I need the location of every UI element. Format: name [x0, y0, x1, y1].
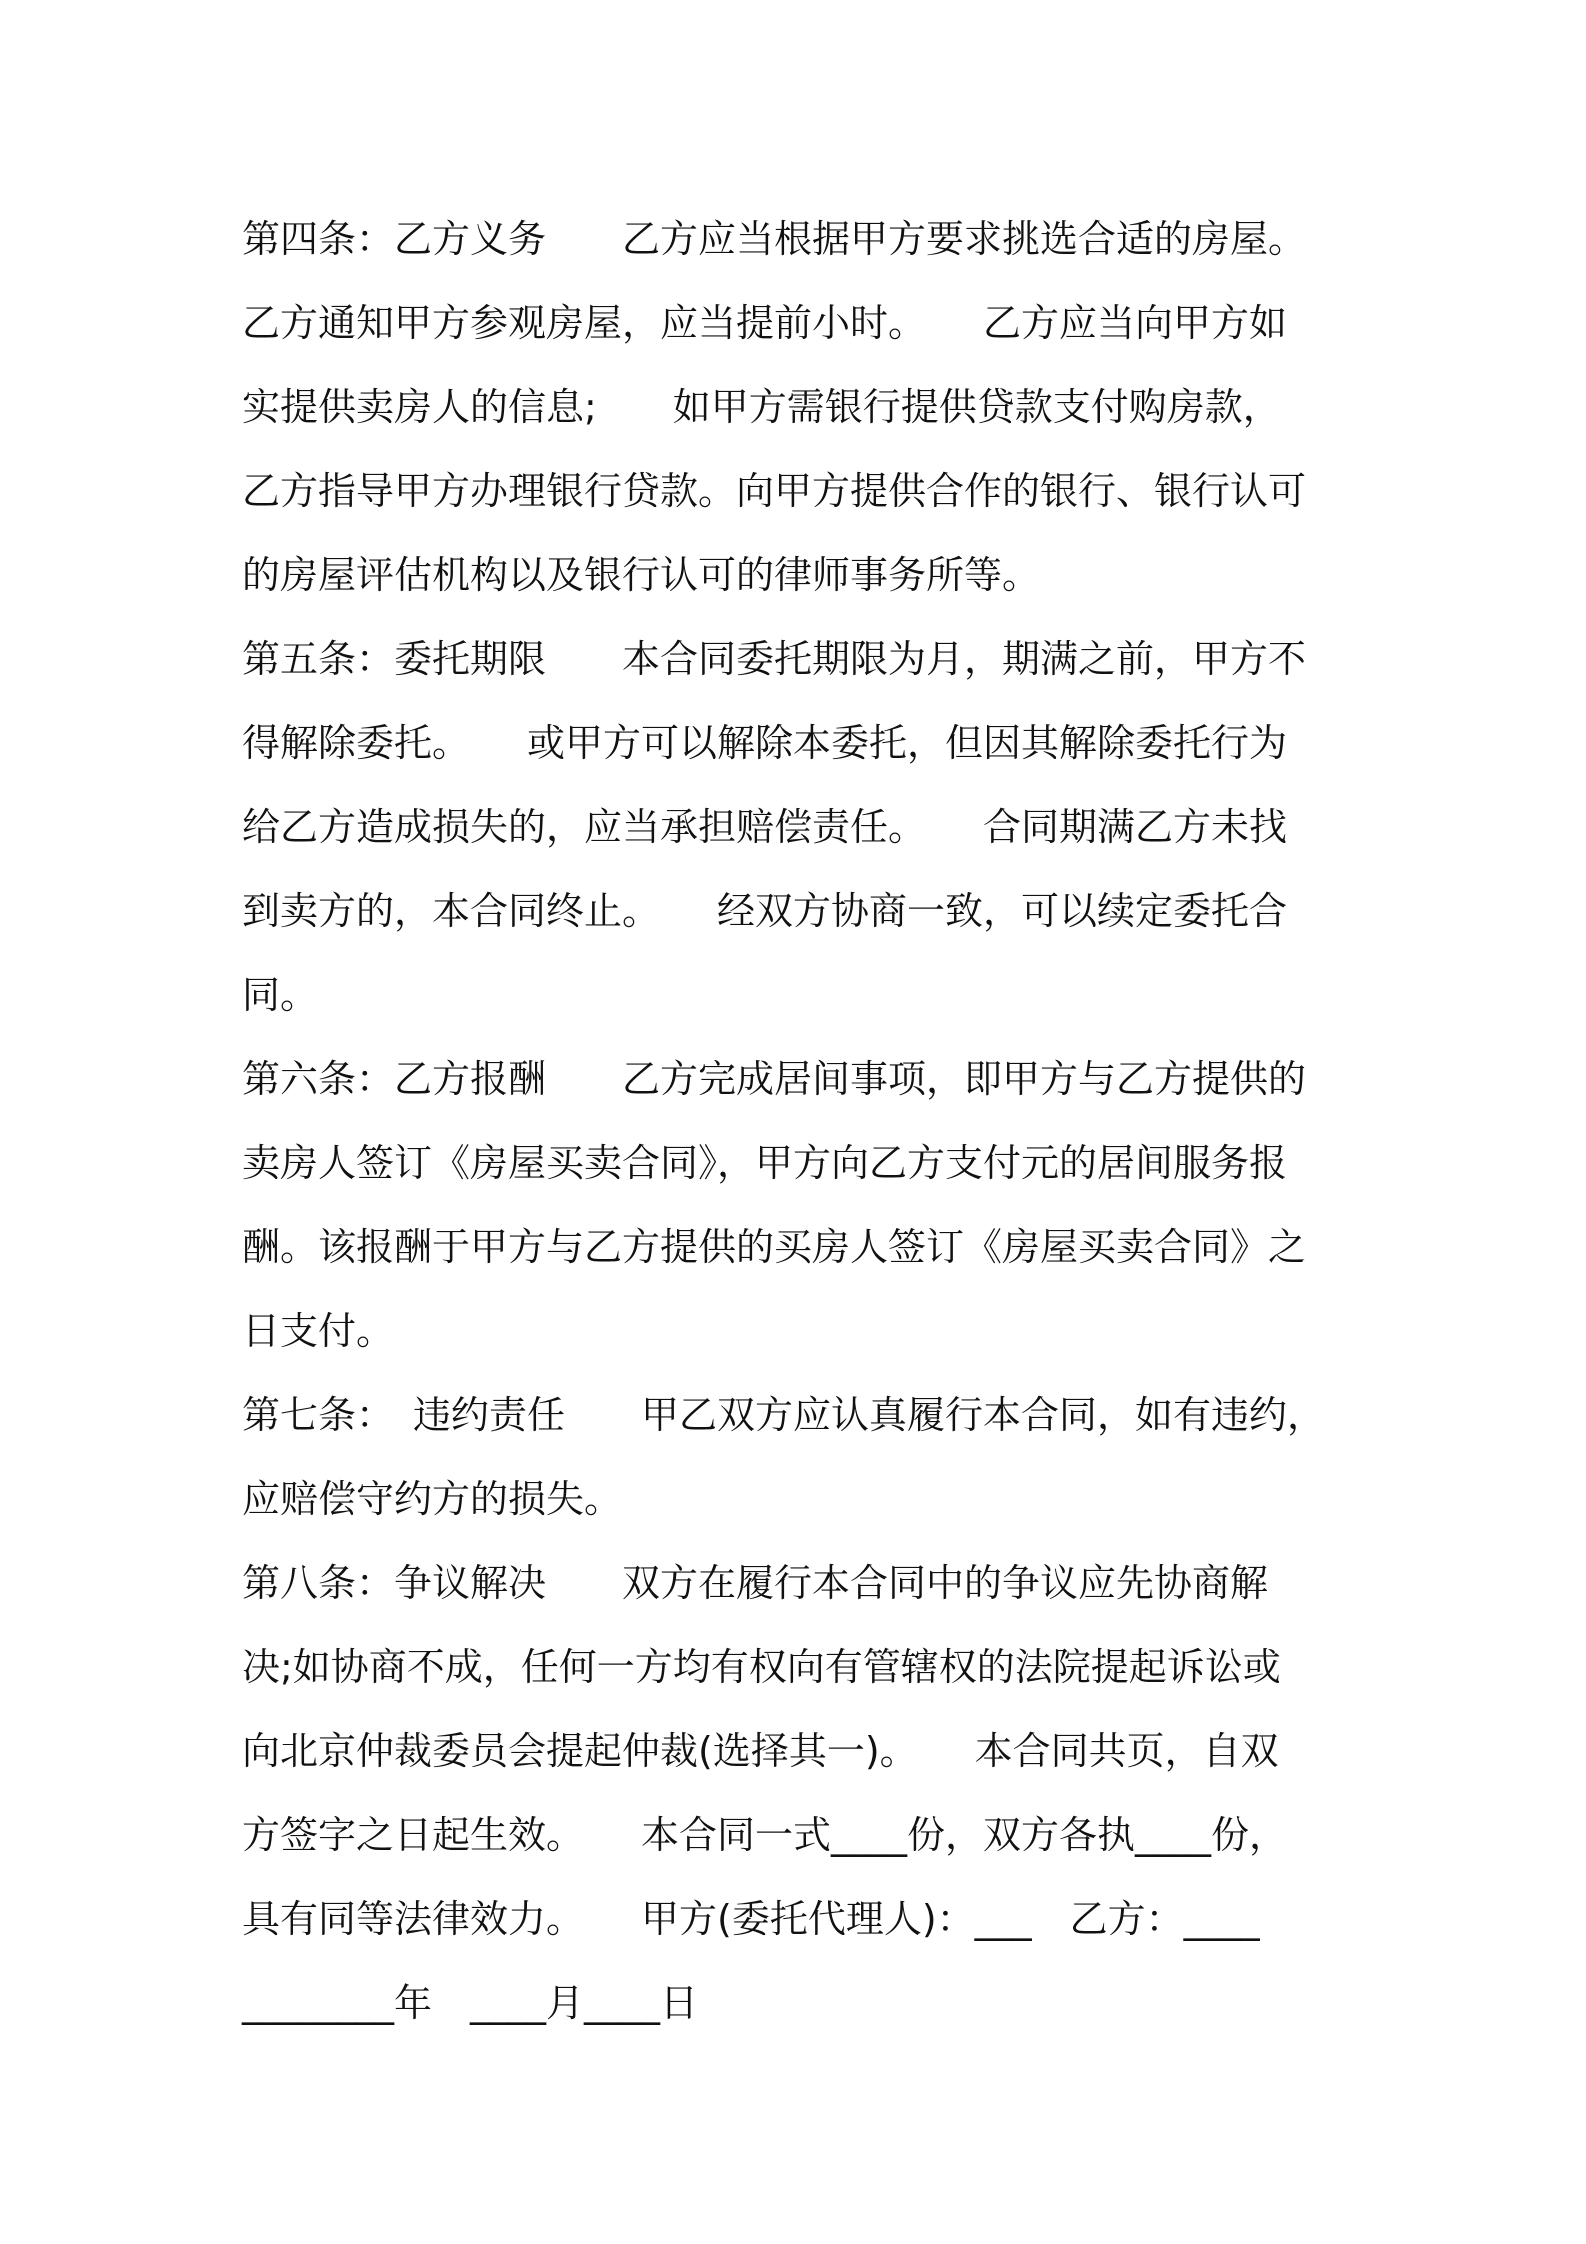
- text-line-9: 到卖方的，本合同终止。 经双方协商一致，可以续定委托合: [242, 889, 1288, 933]
- text-line-15: 第七条： 违约责任 甲乙双方应认真履行本合同，如有违约，: [242, 1393, 1326, 1437]
- text-line-8: 给乙方造成损失的，应当承担赔偿责任。 合同期满乙方未找: [242, 805, 1288, 849]
- text-line-19: 向北京仲裁委员会提起仲裁(选择其一)。 本合同共页，自双: [242, 1729, 1279, 1773]
- text-line-4: 乙方指导甲方办理银行贷款。向甲方提供合作的银行、银行认可: [242, 469, 1307, 513]
- text-line-21: 具有同等法律效力。 甲方(委托代理人)：___ 乙方：____: [242, 1897, 1260, 1941]
- text-line-10: 同。: [242, 973, 319, 1017]
- text-line-17: 第八条：争议解决 双方在履行本合同中的争议应先协商解: [242, 1561, 1269, 1605]
- contract-page: [242, 197, 1366, 2045]
- text-line-5: 的房屋评估机构以及银行认可的律师事务所等。: [242, 553, 1041, 597]
- text-line-12: 卖房人签订《房屋买卖合同》，甲方向乙方支付元的居间服务报: [242, 1141, 1288, 1185]
- text-line-11: 第六条：乙方报酬 乙方完成居间事项，即甲方与乙方提供的: [242, 1057, 1307, 1101]
- text-line-7: 得解除委托。 或甲方可以解除本委托，但因其解除委托行为: [242, 721, 1288, 765]
- text-line-3: 实提供卖房人的信息; 如甲方需银行提供贷款支付购房款，: [242, 385, 1281, 429]
- text-line-22: ________年 ____月____日: [242, 1981, 699, 2025]
- text-line-16: 应赔偿守约方的损失。: [242, 1477, 623, 1521]
- text-line-6: 第五条：委托期限 本合同委托期限为月，期满之前，甲方不: [242, 637, 1307, 681]
- text-line-2: 乙方通知甲方参观房屋，应当提前小时。 乙方应当向甲方如: [242, 301, 1288, 345]
- text-line-14: 日支付。: [242, 1309, 395, 1353]
- text-line-20: 方签字之日起生效。 本合同一式____份，双方各执____份，: [242, 1813, 1288, 1857]
- text-line-13: 酬。该报酬于甲方与乙方提供的买房人签订《房屋买卖合同》之: [242, 1225, 1307, 1269]
- text-line-18: 决;如协商不成，任何一方均有权向有管辖权的法院提起诉讼或: [242, 1645, 1281, 1689]
- text-line-1: 第四条：乙方义务 乙方应当根据甲方要求挑选合适的房屋。: [242, 217, 1307, 261]
